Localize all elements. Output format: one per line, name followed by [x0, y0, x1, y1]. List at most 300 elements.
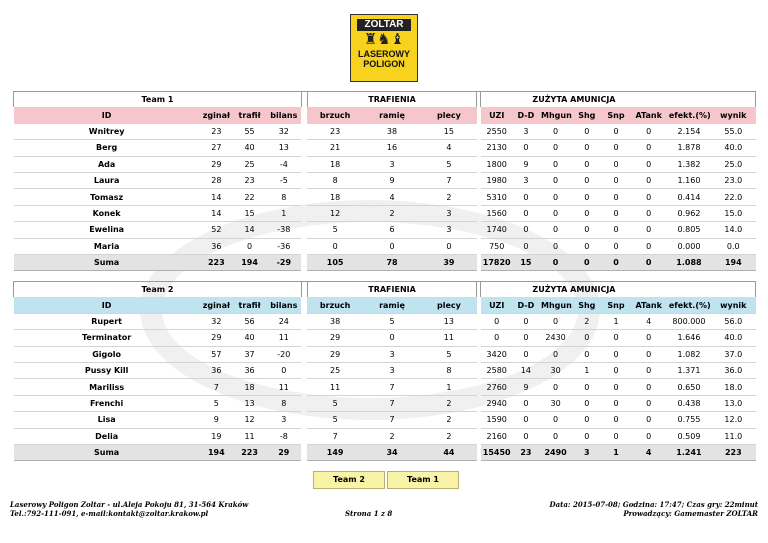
player-name: Pussy Kill	[14, 362, 200, 378]
sum-cell: 39	[421, 254, 476, 270]
stat-cell: 18	[233, 379, 266, 395]
stat-cell: 0	[631, 412, 667, 428]
player-name: Laura	[14, 172, 200, 188]
stat-cell: 0	[631, 330, 667, 346]
stat-cell: 0	[513, 238, 539, 254]
stat-cell: 0	[572, 156, 601, 172]
column-header: Snp	[601, 107, 630, 123]
stat-cell: 0	[572, 379, 601, 395]
stat-cell: 2760	[481, 379, 513, 395]
stat-cell: 23	[233, 172, 266, 188]
table-row	[14, 189, 756, 205]
stat-cell: 0	[363, 238, 421, 254]
stat-cell: 0	[601, 330, 630, 346]
stat-cell: 0	[513, 330, 539, 346]
stat-cell: 55.0	[711, 123, 755, 139]
sum-cell: 0	[631, 254, 667, 270]
stat-cell: 5	[307, 395, 362, 411]
stat-cell: 12	[233, 412, 266, 428]
stat-cell: 0	[513, 313, 539, 329]
column-header: ramię	[363, 107, 421, 123]
stat-cell: 30	[539, 395, 572, 411]
stat-cell: 13	[421, 313, 476, 329]
column-header: Mhgun	[539, 297, 572, 313]
team-1-button[interactable]: Team 1	[387, 471, 459, 489]
table-row	[14, 123, 756, 139]
table-row	[14, 362, 756, 378]
stat-cell: 5	[307, 412, 362, 428]
player-name: Rupert	[14, 313, 200, 329]
column-header: brzuch	[307, 107, 362, 123]
player-name: Berg	[14, 140, 200, 156]
stat-cell: 0	[631, 140, 667, 156]
footer-contact-line: Tel.:792-111-091, e-mail:kontakt@zoltar.krakow.pl	[10, 509, 209, 518]
stat-cell: 9	[513, 379, 539, 395]
column-header: D-D	[513, 107, 539, 123]
stat-cell: 0	[513, 428, 539, 444]
stat-cell: 0	[601, 238, 630, 254]
player-name: Maria	[14, 238, 200, 254]
column-header-row	[14, 107, 756, 123]
stat-cell: 0	[572, 346, 601, 362]
stat-cell: 7	[363, 395, 421, 411]
stat-cell: 0	[572, 412, 601, 428]
stat-cell: 1	[601, 313, 630, 329]
stat-cell: 5	[307, 222, 362, 238]
stat-cell: 0	[601, 172, 630, 188]
footer-address-line1: Laserowy Poligon Zoltar - ul.Aleja Pokoju 81, 31-564 Kraków	[10, 500, 249, 509]
stat-cell: 3420	[481, 346, 513, 362]
footer-address	[10, 500, 248, 518]
sum-cell: 44	[421, 444, 476, 460]
stat-cell: 7	[363, 379, 421, 395]
stat-cell: 3	[513, 123, 539, 139]
stat-cell: 0	[572, 205, 601, 221]
stat-cell: 0	[539, 379, 572, 395]
hits-group-header: TRAFIENIA	[307, 282, 476, 298]
stat-cell: 0	[539, 172, 572, 188]
empty-header-cell	[711, 92, 755, 108]
sum-label: Suma	[14, 444, 200, 460]
sum-cell: 34	[363, 444, 421, 460]
stat-cell: 18	[307, 156, 362, 172]
stat-cell: 2	[421, 412, 476, 428]
stat-cell: 11	[233, 428, 266, 444]
column-header: trafił	[233, 297, 266, 313]
stat-cell: 9	[513, 156, 539, 172]
stat-cell: 29	[200, 330, 233, 346]
column-header: trafił	[233, 107, 266, 123]
sum-cell: 223	[233, 444, 266, 460]
stat-cell: 1.082	[667, 346, 711, 362]
stat-cell: 0	[631, 379, 667, 395]
table-row	[14, 140, 756, 156]
stat-cell: 0	[601, 156, 630, 172]
stat-cell: 2	[421, 395, 476, 411]
stat-cell: 56	[233, 313, 266, 329]
stat-cell: 0	[513, 222, 539, 238]
table-row	[14, 379, 756, 395]
team-switcher	[313, 471, 461, 489]
sum-cell: 105	[307, 254, 362, 270]
sum-cell: 149	[307, 444, 362, 460]
stat-cell: 0	[539, 313, 572, 329]
stat-cell: 2	[572, 313, 601, 329]
stat-cell: 0	[421, 238, 476, 254]
stat-cell: 0	[631, 362, 667, 378]
stat-cell: 1	[572, 362, 601, 378]
stat-cell: 3	[363, 346, 421, 362]
stat-cell: 1980	[481, 172, 513, 188]
stat-cell: 2130	[481, 140, 513, 156]
stat-cell: 27	[200, 140, 233, 156]
column-header: wynik	[711, 107, 755, 123]
stat-cell: 3	[513, 172, 539, 188]
stat-cell: 14	[233, 222, 266, 238]
stat-cell: 11	[421, 330, 476, 346]
column-header: ramię	[363, 297, 421, 313]
stat-cell: 2	[363, 205, 421, 221]
stat-cell: 1.646	[667, 330, 711, 346]
stat-cell: 1.160	[667, 172, 711, 188]
stat-cell: 0	[601, 362, 630, 378]
table-row	[14, 346, 756, 362]
stat-cell: 2	[421, 428, 476, 444]
stat-cell: 0	[307, 238, 362, 254]
stat-cell: 3	[363, 156, 421, 172]
stat-cell: 12.0	[711, 412, 755, 428]
column-header: plecy	[421, 297, 476, 313]
stat-cell: 40	[233, 140, 266, 156]
stat-cell: 0	[572, 330, 601, 346]
stat-cell: 2	[421, 189, 476, 205]
player-name: Konek	[14, 205, 200, 221]
stat-cell: 16	[363, 140, 421, 156]
stat-cell: 0	[539, 123, 572, 139]
sum-cell: 194	[200, 444, 233, 460]
sum-cell: 1.088	[667, 254, 711, 270]
stat-cell: 23.0	[711, 172, 755, 188]
team-name: Team 2	[14, 282, 302, 298]
stat-cell: 7	[363, 412, 421, 428]
column-header: Shg	[572, 107, 601, 123]
stat-cell: 5	[200, 395, 233, 411]
stat-cell: 19	[200, 428, 233, 444]
stat-cell: 0	[572, 428, 601, 444]
column-header: brzuch	[307, 297, 362, 313]
stat-cell: 13.0	[711, 395, 755, 411]
sum-cell: 223	[711, 444, 755, 460]
stat-cell: 3	[421, 222, 476, 238]
stat-cell: 0	[572, 395, 601, 411]
stat-cell: 36	[200, 362, 233, 378]
stat-cell: 5310	[481, 189, 513, 205]
zoltar-logo	[350, 14, 418, 82]
stat-cell: 0	[539, 140, 572, 156]
sum-label: Suma	[14, 254, 200, 270]
stat-cell: 15	[233, 205, 266, 221]
empty-header-cell	[667, 282, 711, 298]
stat-cell: 2160	[481, 428, 513, 444]
stat-cell: 0	[513, 346, 539, 362]
table-row	[14, 222, 756, 238]
stat-cell: 8	[266, 395, 301, 411]
column-header: ATank	[631, 107, 667, 123]
stat-cell: 36	[233, 362, 266, 378]
stat-cell: 0	[539, 205, 572, 221]
player-name: Lisa	[14, 412, 200, 428]
stat-cell: 0.962	[667, 205, 711, 221]
stat-cell: 11.0	[711, 428, 755, 444]
stat-cell: 1800	[481, 156, 513, 172]
column-header: plecy	[421, 107, 476, 123]
table-row	[14, 205, 756, 221]
stat-cell: 5	[363, 313, 421, 329]
ammo-group-header: ZUŻYTA AMUNICJA	[481, 92, 667, 108]
stat-cell: 32	[266, 123, 301, 139]
sum-cell: 17820	[481, 254, 513, 270]
sum-cell: 2490	[539, 444, 572, 460]
stat-cell: 0.755	[667, 412, 711, 428]
stat-cell: 1740	[481, 222, 513, 238]
stat-cell: 0	[631, 205, 667, 221]
stat-cell: -8	[266, 428, 301, 444]
player-name: Frenchi	[14, 395, 200, 411]
team-name: Team 1	[14, 92, 302, 108]
stat-cell: 1560	[481, 205, 513, 221]
player-name: Ewelina	[14, 222, 200, 238]
footer-date-line: Data: 2015-07-08; Godzina: 17:47; Czas gry: 22minut	[549, 500, 758, 509]
sum-cell: 4	[631, 444, 667, 460]
footer-session-info	[550, 500, 758, 518]
stat-cell: 6	[363, 222, 421, 238]
sum-cell: 78	[363, 254, 421, 270]
sum-cell: -29	[266, 254, 301, 270]
table-row	[14, 412, 756, 428]
stat-cell: 2550	[481, 123, 513, 139]
stat-cell: 0	[631, 238, 667, 254]
column-header: bilans	[266, 297, 301, 313]
stat-cell: 56.0	[711, 313, 755, 329]
team-1-table	[13, 91, 756, 271]
stat-cell: 0	[513, 395, 539, 411]
sum-cell: 0	[572, 254, 601, 270]
table-row	[14, 172, 756, 188]
stat-cell: 0	[363, 330, 421, 346]
player-name: Tomasz	[14, 189, 200, 205]
stat-cell: 0	[601, 412, 630, 428]
stat-cell: 0	[631, 346, 667, 362]
column-header: ID	[14, 107, 200, 123]
table-row	[14, 238, 756, 254]
stat-cell: 40	[233, 330, 266, 346]
stat-cell: 1.371	[667, 362, 711, 378]
stat-cell: 0	[539, 238, 572, 254]
stat-cell: 14	[200, 205, 233, 221]
stat-cell: 22.0	[711, 189, 755, 205]
stat-cell: 0	[631, 222, 667, 238]
column-header: ID	[14, 297, 200, 313]
stat-cell: 37	[233, 346, 266, 362]
stat-cell: 0	[572, 123, 601, 139]
stat-cell: 3	[421, 205, 476, 221]
table-row	[14, 428, 756, 444]
table-row	[14, 156, 756, 172]
stat-cell: 18	[307, 189, 362, 205]
stat-cell: 0	[601, 205, 630, 221]
stat-cell: 38	[307, 313, 362, 329]
stat-cell: 1	[421, 379, 476, 395]
stat-cell: 2940	[481, 395, 513, 411]
stat-cell: 0	[266, 362, 301, 378]
stat-cell: 28	[200, 172, 233, 188]
stat-cell: 0	[601, 123, 630, 139]
stat-cell: 1	[266, 205, 301, 221]
stat-cell: 23	[200, 123, 233, 139]
stat-cell: 0	[601, 140, 630, 156]
sum-cell: 194	[711, 254, 755, 270]
sum-cell: 0	[539, 254, 572, 270]
table-row	[14, 395, 756, 411]
stat-cell: 0	[539, 428, 572, 444]
stat-cell: 0	[513, 205, 539, 221]
stat-cell: 0	[539, 346, 572, 362]
empty-header-cell	[667, 92, 711, 108]
stat-cell: 4	[363, 189, 421, 205]
stat-cell: 0	[572, 172, 601, 188]
stat-cell: 0	[572, 238, 601, 254]
stat-cell: 14	[200, 189, 233, 205]
team-2-table	[13, 281, 756, 461]
stat-cell: 15	[421, 123, 476, 139]
stat-cell: 2.154	[667, 123, 711, 139]
sum-cell: 0	[601, 254, 630, 270]
stat-cell: 0	[631, 189, 667, 205]
sum-cell: 223	[200, 254, 233, 270]
logo-figures-icon: ♜♞♝	[363, 31, 405, 48]
stat-cell: 29	[307, 346, 362, 362]
stat-cell: 0	[539, 189, 572, 205]
logo-text-line3: POLIGON	[363, 59, 405, 69]
empty-header-cell	[711, 282, 755, 298]
footer-host-line: Prowadzący: Gamemaster ZOLTAR	[623, 509, 758, 518]
stat-cell: 0	[601, 395, 630, 411]
stat-cell: 1.878	[667, 140, 711, 156]
stat-cell: 55	[233, 123, 266, 139]
stat-cell: -5	[266, 172, 301, 188]
sum-cell: 1	[601, 444, 630, 460]
page-number: Strona 1 z 8	[345, 509, 393, 518]
stat-cell: 0.0	[711, 238, 755, 254]
stat-cell: 0	[513, 189, 539, 205]
column-header: efekt.(%)	[667, 297, 711, 313]
stat-cell: 7	[307, 428, 362, 444]
column-header: Mhgun	[539, 107, 572, 123]
stat-cell: 2430	[539, 330, 572, 346]
stat-cell: 0	[539, 412, 572, 428]
column-header: bilans	[266, 107, 301, 123]
stat-cell: 8	[266, 189, 301, 205]
stat-cell: 30	[539, 362, 572, 378]
stat-cell: 0	[572, 140, 601, 156]
stat-cell: 0.509	[667, 428, 711, 444]
stat-cell: 2	[363, 428, 421, 444]
team-2-button[interactable]: Team 2	[313, 471, 385, 489]
sum-row	[14, 254, 756, 270]
table-row	[14, 330, 756, 346]
stat-cell: 0	[539, 222, 572, 238]
stat-cell: 0	[631, 428, 667, 444]
column-header: Snp	[601, 297, 630, 313]
stat-cell: 0	[539, 156, 572, 172]
table-row	[14, 313, 756, 329]
stat-cell: 3	[363, 362, 421, 378]
stat-cell: 18.0	[711, 379, 755, 395]
stat-cell: 36.0	[711, 362, 755, 378]
player-name: Terminator	[14, 330, 200, 346]
stat-cell: 12	[307, 205, 362, 221]
stat-cell: 0	[481, 330, 513, 346]
stat-cell: 9	[363, 172, 421, 188]
stat-cell: 14	[513, 362, 539, 378]
column-header: wynik	[711, 297, 755, 313]
player-name: Mariliss	[14, 379, 200, 395]
stat-cell: 4	[421, 140, 476, 156]
stat-cell: 0	[601, 189, 630, 205]
stat-cell: 0.000	[667, 238, 711, 254]
stat-cell: 0	[513, 412, 539, 428]
stat-cell: 11	[266, 379, 301, 395]
stat-cell: 0	[631, 172, 667, 188]
sum-cell: 15	[513, 254, 539, 270]
stat-cell: 1590	[481, 412, 513, 428]
stat-cell: 25	[233, 156, 266, 172]
stat-cell: 1.382	[667, 156, 711, 172]
stat-cell: 37.0	[711, 346, 755, 362]
stat-cell: 52	[200, 222, 233, 238]
stat-cell: 4	[631, 313, 667, 329]
logo-text-top: ZOLTAR	[357, 19, 411, 31]
player-name: Gigolo	[14, 346, 200, 362]
stat-cell: 5	[421, 346, 476, 362]
sum-cell: 29	[266, 444, 301, 460]
stat-cell: 0.805	[667, 222, 711, 238]
stat-cell: 40.0	[711, 330, 755, 346]
stat-cell: 0	[572, 189, 601, 205]
stat-cell: 0	[631, 123, 667, 139]
sum-cell: 194	[233, 254, 266, 270]
stat-cell: 750	[481, 238, 513, 254]
ammo-group-header: ZUŻYTA AMUNICJA	[481, 282, 667, 298]
stat-cell: 0	[233, 238, 266, 254]
stat-cell: 0	[631, 395, 667, 411]
stat-cell: 0	[601, 428, 630, 444]
sum-cell: 23	[513, 444, 539, 460]
stat-cell: 3	[266, 412, 301, 428]
stat-cell: -20	[266, 346, 301, 362]
stat-cell: 32	[200, 313, 233, 329]
stat-cell: 22	[233, 189, 266, 205]
stat-cell: 25.0	[711, 156, 755, 172]
stat-cell: 21	[307, 140, 362, 156]
sum-cell: 15450	[481, 444, 513, 460]
stat-cell: 11	[307, 379, 362, 395]
stat-cell: 36	[200, 238, 233, 254]
sum-cell: 3	[572, 444, 601, 460]
stat-cell: 0	[601, 222, 630, 238]
stat-cell: 0	[601, 379, 630, 395]
stat-cell: 800.000	[667, 313, 711, 329]
